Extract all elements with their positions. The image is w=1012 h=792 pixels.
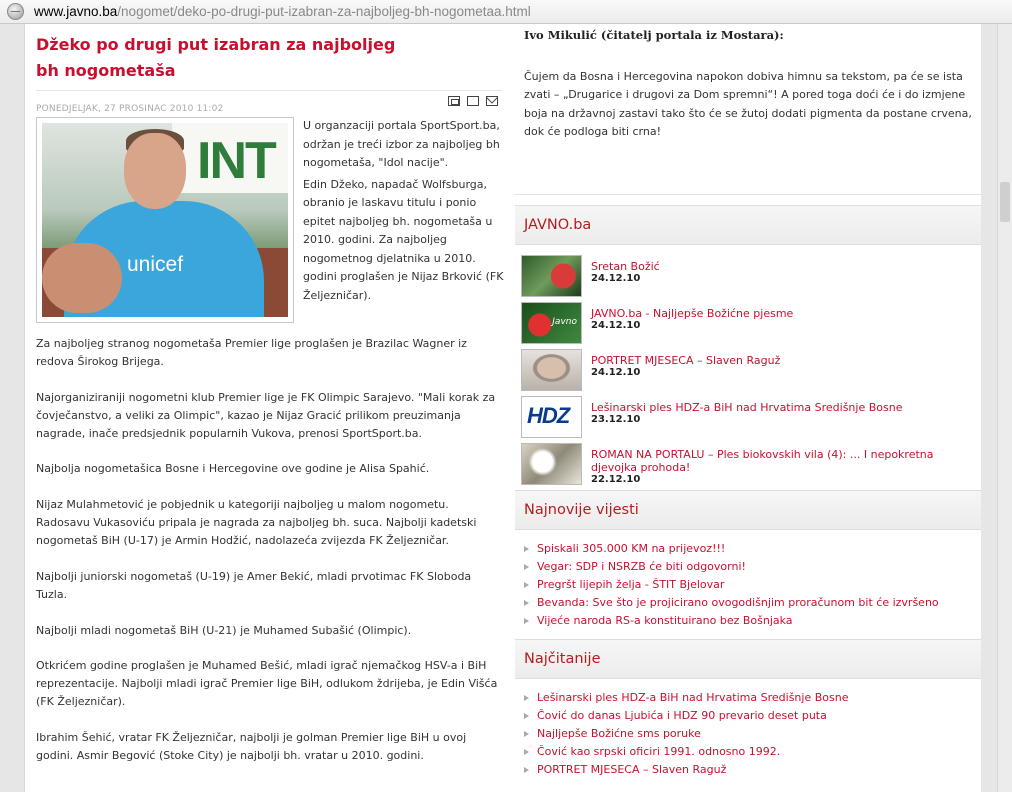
latest-news-link[interactable]: Vijeće naroda RS-a konstituirano bez Bošnjaka xyxy=(523,612,981,630)
sidebar xyxy=(515,24,981,792)
most-read-link[interactable]: Čović kao srpski oficiri 1991. odnosno 1992. xyxy=(523,743,981,761)
article-meta xyxy=(36,90,502,114)
url-text[interactable] xyxy=(34,4,531,19)
thumbnail-label: Javno xyxy=(552,317,577,327)
body-paragraph: Za najboljeg stranog nogometaša Premier lige proglašen je Brazilac Wagner iz redova Širokog Brijega. xyxy=(36,337,467,369)
body-paragraph: Najbolji mladi nogometaš BiH (U-21) je Muhamed Subašić (Olimpic). xyxy=(36,623,412,637)
lead-text xyxy=(303,117,508,308)
javno-news-list xyxy=(515,245,981,490)
most-read-link[interactable]: Najljepše Božićne sms poruke xyxy=(523,725,981,743)
article-title[interactable]: Džeko po drugi put izabran za najboljeg bh nogometaša xyxy=(36,35,396,80)
url-host: www.javno.ba xyxy=(34,4,118,19)
portrait-thumbnail[interactable] xyxy=(521,349,582,391)
news-item[interactable] xyxy=(521,349,981,396)
article-date: PONEDJELJAK, 27 PROSINAC 2010 11:02 xyxy=(36,104,224,114)
reader-letter xyxy=(515,24,981,195)
most-read-list xyxy=(515,679,981,779)
address-bar[interactable] xyxy=(0,0,1012,24)
news-item-link[interactable] xyxy=(591,260,971,285)
news-item[interactable] xyxy=(521,443,981,490)
news-item-date: 24.12.10 xyxy=(591,273,641,284)
photo-player xyxy=(42,123,288,317)
lead-paragraph: Edin Džeko, napadač Wolfsburga, obranio je laskavu titulu i ponio epitet najboljeg bh. nogometaša u 2010. godini. Za najboljeg nogometnog djelatnika u 2010. godini proglašen je Nijaz Brković (FK Željezničar). xyxy=(303,177,504,302)
scrollbar-thumb[interactable] xyxy=(1000,182,1010,222)
article xyxy=(25,24,507,792)
most-read-link[interactable]: Lešinarski ples HDZ-a BiH nad Hrvatima Središnje Bosne xyxy=(523,689,981,707)
christmas-javno-thumbnail[interactable] xyxy=(521,302,582,344)
photo-arm xyxy=(42,243,122,313)
body-paragraph: Otkrićem godine proglašen je Muhamed Bešić, mladi igrač njemačkog HSV-a i BiH reprezentacije. Najbolji mladi igrač Premier lige BiH, odlukom ždrijeba, je Edin Višća (FK Željezničar). xyxy=(36,659,498,709)
article-body xyxy=(36,335,498,765)
most-read-link[interactable]: PORTRET MJESECA – Slaven Raguž xyxy=(523,761,981,779)
body-paragraph: Najbolja nogometašica Bosne i Hercegovine ove godine je Alisa Spahić. xyxy=(36,462,430,476)
news-item-date: 23.12.10 xyxy=(591,414,641,425)
body-paragraph: Najbolji juniorski nogometaš (U-19) je Amer Bekić, mladi prvotimac FK Sloboda Tuzla. xyxy=(36,569,472,601)
globe-icon xyxy=(7,3,24,20)
news-item-date: 22.12.10 xyxy=(591,474,641,485)
photo-shirt-logo: unicef xyxy=(127,253,184,276)
body-paragraph: Ibrahim Šehić, vratar FK Željezničar, najbolji je golman Premier lige BiH u ovoj godini. Asmir Begović (Stoke City) je najbolji bh. vratar u 2010. godini. xyxy=(36,730,467,762)
latest-news-link[interactable]: Spiskali 305.000 KM na prijevoz!!! xyxy=(523,540,981,558)
photo-head xyxy=(124,133,186,209)
fairy-thumbnail[interactable] xyxy=(521,443,582,485)
news-item-date: 24.12.10 xyxy=(591,320,641,331)
photo-banner xyxy=(172,123,288,193)
news-item[interactable] xyxy=(521,396,981,443)
news-item-link[interactable] xyxy=(591,401,971,426)
news-item[interactable] xyxy=(521,302,981,349)
content-area xyxy=(24,24,980,792)
latest-news-list xyxy=(515,530,981,630)
news-item-link[interactable] xyxy=(591,354,971,379)
news-item[interactable] xyxy=(521,255,981,302)
news-item-link[interactable] xyxy=(591,448,971,486)
news-item-title[interactable]: Lešinarski ples HDZ-a BiH nad Hrvatima Središnje Bosne xyxy=(591,401,903,414)
email-icon[interactable] xyxy=(486,96,498,106)
latest-news-link[interactable]: Pregršt lijepih želja - ŠTIT Bjelovar xyxy=(523,576,981,594)
article-tools xyxy=(448,96,498,106)
letter-text: Čujem da Bosna i Hercegovina napokon dobiva himnu sa tekstom, pa će se ista zvati – „Drugarice i drugovi za Dom spremni“! A pored toga doći će i do izmjene boja na državnoj zastavi tako što će se žutoj dodati pigmenta da postane crvena, dok će podloga biti crna! xyxy=(524,70,972,138)
body-paragraph: Najorganiziraniji nogometni klub Premier lige je FK Olimpic Sarajevo. "Mali korak za čovječanstvo, a veliki za Olimpic", kazao je Nijaz Gracić prilikom preuzimanja nagrade, inače predsjednik popularnih Vukova, prenosi SportSport.ba. xyxy=(36,390,496,440)
pdf-icon[interactable] xyxy=(448,96,460,106)
news-item-title[interactable]: Sretan Božić xyxy=(591,260,660,273)
latest-news-link[interactable]: Bevanda: Sve što je projicirano ovogodišnjim proračunom bit će izvršeno xyxy=(523,594,981,612)
most-read-heading: Najčitanije xyxy=(515,639,981,679)
print-icon[interactable] xyxy=(467,96,479,106)
lead-paragraph: U organzaciji portala SportSport.ba, održan je treći izbor za najboljeg bh nogometaša, "Idol nacije". xyxy=(303,119,500,169)
page-viewport xyxy=(0,24,1012,792)
christmas-ornament-thumbnail[interactable] xyxy=(521,255,582,297)
news-item-date: 24.12.10 xyxy=(591,367,641,378)
letter-author: Ivo Mikulić (čitatelj portala iz Mostara): xyxy=(524,28,784,42)
news-item-title[interactable]: JAVNO.ba - Najljepše Božićne pjesme xyxy=(591,307,794,320)
window-scrollbar[interactable] xyxy=(997,24,1012,792)
latest-news-heading: Najnovije vijesti xyxy=(515,490,981,530)
url-path: /nogomet/deko-po-drugi-put-izabran-za-najboljeg-bh-nogometaa.html xyxy=(117,4,531,19)
photo-banner-text: INT xyxy=(197,132,275,190)
news-item-title[interactable]: ROMAN NA PORTALU – Ples biokovskih vila (4): ... I nepokretna djevojka prohoda! xyxy=(591,448,934,474)
body-paragraph: Nijaz Mulahmetović je pobjednik u kategoriji najboljeg u malom nogometu. Radosavu Vukasoviću pripala je nagrada za najboljeg bh. suca. Najbolji kadetski nogometaš BiH (U-17) je Armin Hodžić, nadolazeća zvijezda FK Željezničar. xyxy=(36,498,477,548)
hdz-logo-thumbnail[interactable] xyxy=(521,396,582,438)
news-item-link[interactable] xyxy=(591,307,971,332)
thumbnail-label: HDZ xyxy=(527,403,570,428)
news-item-title[interactable]: PORTRET MJESECA – Slaven Raguž xyxy=(591,354,781,367)
javno-heading: JAVNO.ba xyxy=(515,205,981,245)
article-photo xyxy=(36,117,294,323)
article-lead xyxy=(36,117,507,323)
most-read-link[interactable]: Čović do danas Ljubića i HDZ 90 prevario deset puta xyxy=(523,707,981,725)
latest-news-link[interactable]: Vegar: SDP i NSRZB će biti odgovorni! xyxy=(523,558,981,576)
